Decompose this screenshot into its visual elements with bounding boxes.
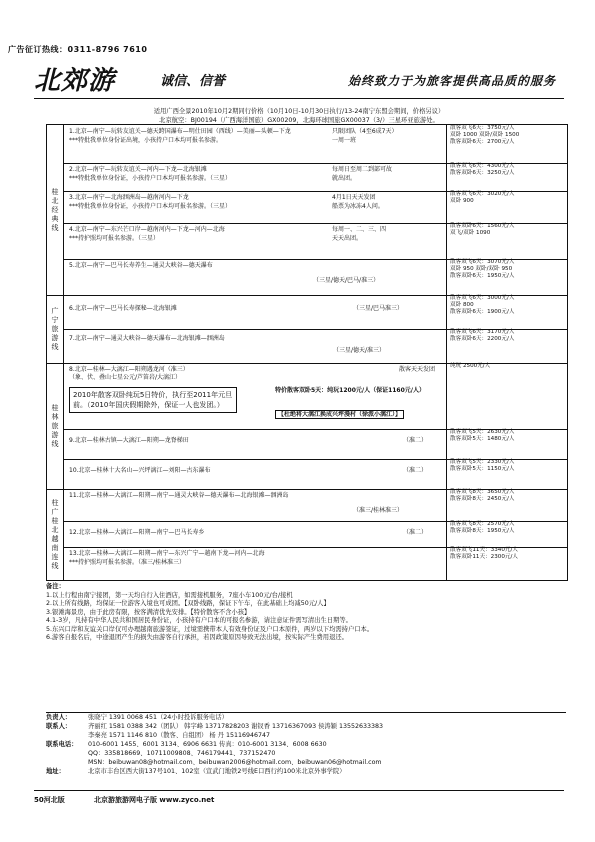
price-line: 散客双卧8天：2450元/人 (450, 496, 515, 503)
departure-info: 一周一班 (332, 137, 357, 144)
route-note: （象、伏、叠山七星公元/芦笛岩/大漓江） (69, 374, 182, 381)
route-row (63, 429, 567, 460)
price-cell (446, 125, 567, 163)
route-price-table (46, 124, 568, 581)
price-line: 散客双卧11天：2300元/人 (450, 554, 518, 561)
route-row (63, 259, 567, 295)
route-note: （准二） (403, 467, 428, 474)
route-row (63, 459, 567, 489)
price-cell (446, 329, 567, 363)
hot-deal-text: 2010年散客双卧纯玩5日特价，执行至2011年元旦前。（2010年国庆假期除外，保证一人也发团。） (69, 387, 237, 413)
route-title: 11.北京—桂林—大漓江—阳朔—南宁—通灵大峡谷—德天瀑布—北海银滩—涠洲岛 (69, 492, 289, 499)
price-line: 散客双飞6天：3000元/人 (450, 295, 515, 301)
route-row (63, 363, 567, 430)
section-label: 桂林旅游线 (47, 363, 64, 489)
route-title: 9.北京—桂林古镇—大漓江—阳朔—龙脊梯田 (69, 437, 189, 444)
remark-line: 2.以上所有线路，均保证一位游客入境也可成团。【双卧线路，保证下午车，在此基础上均减50元/人】 (46, 600, 330, 607)
section-label: 桂北经典线 (47, 125, 64, 295)
price-line: 散客双卧6天：1560元/人 (450, 223, 515, 229)
route-row (63, 191, 567, 224)
contact-label: 联系人： (46, 723, 72, 730)
route-row (63, 163, 567, 192)
departure-info: 每周一、二、三、四 (332, 226, 387, 233)
price-line: 散客双卧6天：1950元/人 (450, 273, 515, 280)
contact-row (46, 749, 566, 758)
remark-line: 4.1-3岁，凡持有中华人民共和国居民身份证，小孩持有户口本的可报名参游，请注意证件需写清出生日期等。 (46, 617, 352, 624)
route-title: 6.北京—南宁—巴马长寿探秘—北海银滩 (69, 305, 177, 312)
page-number: 50河北版 (34, 796, 65, 804)
route-title: 3.北京—南宁—北海涠洲岛—越南河内—下龙 (69, 194, 189, 201)
route-title: 10.北京—桂林十大名山—兴坪漓江—刘阳—古东瀑布 (69, 467, 211, 474)
price-notice (34, 107, 564, 125)
departure-info: 每周日至周二到部可故 (332, 166, 393, 173)
price-line: 散客双飞11天：3340元/人 (450, 547, 518, 553)
price-line: 散客双卧6天：2700元/人 (450, 139, 515, 146)
route-note: ***持护照均可报名参游。（准三/桂林准三） (69, 559, 186, 566)
price-cell (446, 459, 567, 489)
price-line: 散客双卧5天：1480元/人 (450, 436, 515, 443)
departure-info: 船票为冰冻4人问。 (332, 203, 384, 210)
route-row (63, 329, 567, 363)
special-price: 特价散客双卧5天：纯玩1200元/人（保证1160元/人） (275, 387, 425, 394)
contact-row (46, 767, 566, 776)
contact-row (46, 722, 566, 731)
contact-value: QQ：335818669、10711009808、746179441、737152470 (88, 750, 276, 757)
price-line: 散客双卧6天：1900元/人 (450, 309, 515, 316)
route-section (47, 489, 567, 580)
price-line: 散客双飞5天：2630元/人 (450, 429, 515, 435)
contact-value: MSN：beibuwan08@hotmail.com、beibuwan2006@hotmail.com、beibuwan06@hotmail.com (88, 759, 382, 766)
remark-line: 3.银滩海景房，由于此房有限，按客满清优先安排。【特价散客不含小孩】 (46, 608, 251, 616)
route-section (47, 295, 567, 364)
remark-line: 备注： (46, 583, 65, 590)
contact-row (46, 758, 566, 767)
route-title: 7.北京—南宁—通灵大峡谷—德天瀑布—北海银滩—涠洲岛 (69, 335, 225, 342)
route-note: ***特批我单位身份证，小孩持户口本均可报名参游。（三星） (69, 175, 232, 182)
route-note: （三星/巴马准三） (353, 305, 404, 312)
price-line: 散客双卧5天：1150元/人 (450, 466, 515, 473)
price-cell (446, 429, 567, 459)
route-note: ***特批我单位身份证，小孩持户口本均可报名参游。（三星） (69, 203, 232, 210)
route-row (63, 521, 567, 548)
section-label: 柱广桂北越南连线 (47, 489, 64, 580)
price-cell (446, 295, 567, 329)
price-line: 散客双飞6天：4300元/人 (450, 163, 515, 169)
price-cell (446, 521, 567, 547)
price-cell (446, 223, 567, 259)
page-header (34, 60, 564, 98)
route-title: 2.北京—南宁—玩转友谊关—河内—下龙—北海银滩 (69, 166, 207, 173)
contact-value: 张晓宁 1391 0068 451（24小时投诉服务电话） (88, 714, 228, 721)
price-line: 双卧 1000 双卧/双卧 1500 (450, 132, 520, 139)
contact-value: 齐丽红 1581 0388 342（团队） 韩字峰 13717828203 谢钗香 13716367093 侯涛颖 13552633383 (88, 723, 384, 730)
brand-slogan: 始终致力于为旅客提供高品质的服务 (347, 74, 556, 88)
route-note: （准三/桂林准三） (353, 507, 404, 514)
contact-value: 李秦亮 1571 1146 810（散客、自组团） 杨 丹 15116946747 (88, 732, 271, 739)
contact-value: 010-6001 1455、6001 3134、6906 6631 传真：010-6001 3134、6008 6630 (88, 741, 327, 748)
contact-label: 地址： (46, 768, 65, 775)
route-note: ***特批我单位身份证出境，小孩持户口本均可报名参游。 (69, 137, 223, 144)
route-note: （三星/德天/准三） (333, 347, 386, 354)
price-line: 散客双飞6天：3750元/人 (450, 125, 515, 131)
price-line: 双卧 900 (450, 198, 474, 205)
price-cell (446, 547, 567, 580)
price-cell (446, 191, 567, 223)
price-cell (446, 163, 567, 191)
route-note: ***持护照均可报名参游。（三星） (69, 235, 160, 242)
price-line: 散客双飞5天：2330元/人 (450, 459, 515, 465)
remark-line: 1.以上行程由南宁接团，第一天均自行入住酒店，如需接机服务，7座小车100元/台/接机 (46, 591, 293, 599)
contact-value: 北京市丰台区西大街137号101、102室（宣武门地铁2号线E口西行约100米北京外事学院） (88, 768, 346, 775)
price-line: 散客双飞8天：2570元/人 (450, 521, 515, 527)
route-row (63, 547, 567, 580)
route-title: 8.北京—桂林—大漓江—阳朔遇龙河（准三） (69, 366, 189, 373)
warning-text: 【杜绝将大漓江换成兴坪漫村（徐派小漓江）】 (275, 410, 404, 419)
contact-row (46, 740, 566, 749)
route-title: 13.北京—桂林—大漓江—阳朔—南宁—东兴广宁—越南下龙—河内—北海 (69, 550, 265, 557)
route-row (63, 295, 567, 330)
route-title: 4.北京—南宁—东兴芒口岸—越南河内—下龙—河内—北海 (69, 226, 225, 233)
price-line: 纯玩 2500元/人 (450, 363, 491, 369)
route-section (47, 363, 567, 490)
brand-tagline: 诚信、信誉 (160, 74, 226, 89)
departure-info: 天天出团。 (332, 235, 363, 242)
brand-logo: 北郊游 (34, 66, 116, 96)
remark-line: 5.东兴口岸和友谊关口岸仅可办理越南旅游签证，过境需携带本人有效身份证及户口本原件，两岁以下均需持户口本。 (46, 625, 374, 633)
contact-row (46, 731, 566, 740)
route-note: （准二） (403, 437, 428, 444)
price-cell (446, 363, 567, 429)
footer-site: 北京游旅游网电子版 www.zyco.net (94, 796, 215, 804)
contact-row (46, 713, 566, 722)
departure-info: 4月1日天天发团 (332, 194, 376, 201)
route-row (63, 125, 567, 164)
contact-info (46, 712, 566, 783)
section-label: 广宁旅游线 (47, 295, 64, 363)
route-title: 5.北京—南宁—巴马长寿养生—通灵大峡谷—德天瀑布 (69, 262, 213, 269)
route-title: 12.北京—桂林—大漓江—阳朔—南宁—巴马长寿乡 (69, 529, 205, 536)
route-section (47, 125, 567, 296)
route-row (63, 223, 567, 260)
price-line: 散客双飞6天：3070元/人 (450, 259, 515, 265)
price-line: 散客双飞6天：3170元/人 (450, 329, 515, 335)
route-title: 1.北京—南宁—玩转友谊关—德天跨国瀑布—明仕田园（西线）—美丽—头顿—下龙 (69, 128, 291, 135)
price-line: 双卧 800 (450, 302, 474, 309)
departure-info: 只限团队（4至6成7天） (332, 128, 398, 135)
ad-hotline: 广告征订热线：0311-8796 7610 (8, 45, 148, 54)
remarks (46, 583, 566, 643)
notice-line: 北京航空：BJ00194（广西海洋国旅）GX00209，北海环球国旅GX00037（3/）三星环亚旅游处。 (159, 117, 439, 124)
price-line: 散客双卧6天：3250元/人 (450, 170, 515, 177)
price-line: 双卧 950 双卧/双卧 950 (450, 266, 513, 273)
price-line: 散客双卧6天：2200元/人 (450, 336, 515, 343)
route-note: （准二） (403, 529, 428, 536)
footer-divider (34, 790, 564, 791)
contact-label: 联系电话： (46, 741, 78, 748)
departure-info: 散客天天发团 (399, 366, 436, 373)
notice-line: 适用广西全景2010年10月2期同行价格（10月10日-10月30日执行/13-24南宁东盟会期间，价格另议） (153, 108, 445, 115)
remark-line: 6.游客自报名后，中途退团产生的损失由游客自行承担，若因政策原因导致无法出境，按实际产生费用退还。 (46, 634, 348, 641)
route-note: （三星/德天/巴马/准三） (313, 277, 380, 284)
price-cell (446, 259, 567, 295)
price-line: 散客双卧8天：1950元/人 (450, 528, 515, 535)
departure-info: 就出团。 (332, 175, 357, 182)
contact-label: 负责人： (46, 714, 72, 721)
header-divider (34, 98, 564, 99)
route-row (63, 489, 567, 522)
price-cell (446, 489, 567, 521)
price-line: 散客双飞6天：3020元/人 (450, 191, 515, 197)
price-line: 散客双飞8天：3650元/人 (450, 489, 515, 495)
price-line: 双飞/双卧 1090 (450, 230, 491, 237)
special-warning (275, 411, 450, 420)
